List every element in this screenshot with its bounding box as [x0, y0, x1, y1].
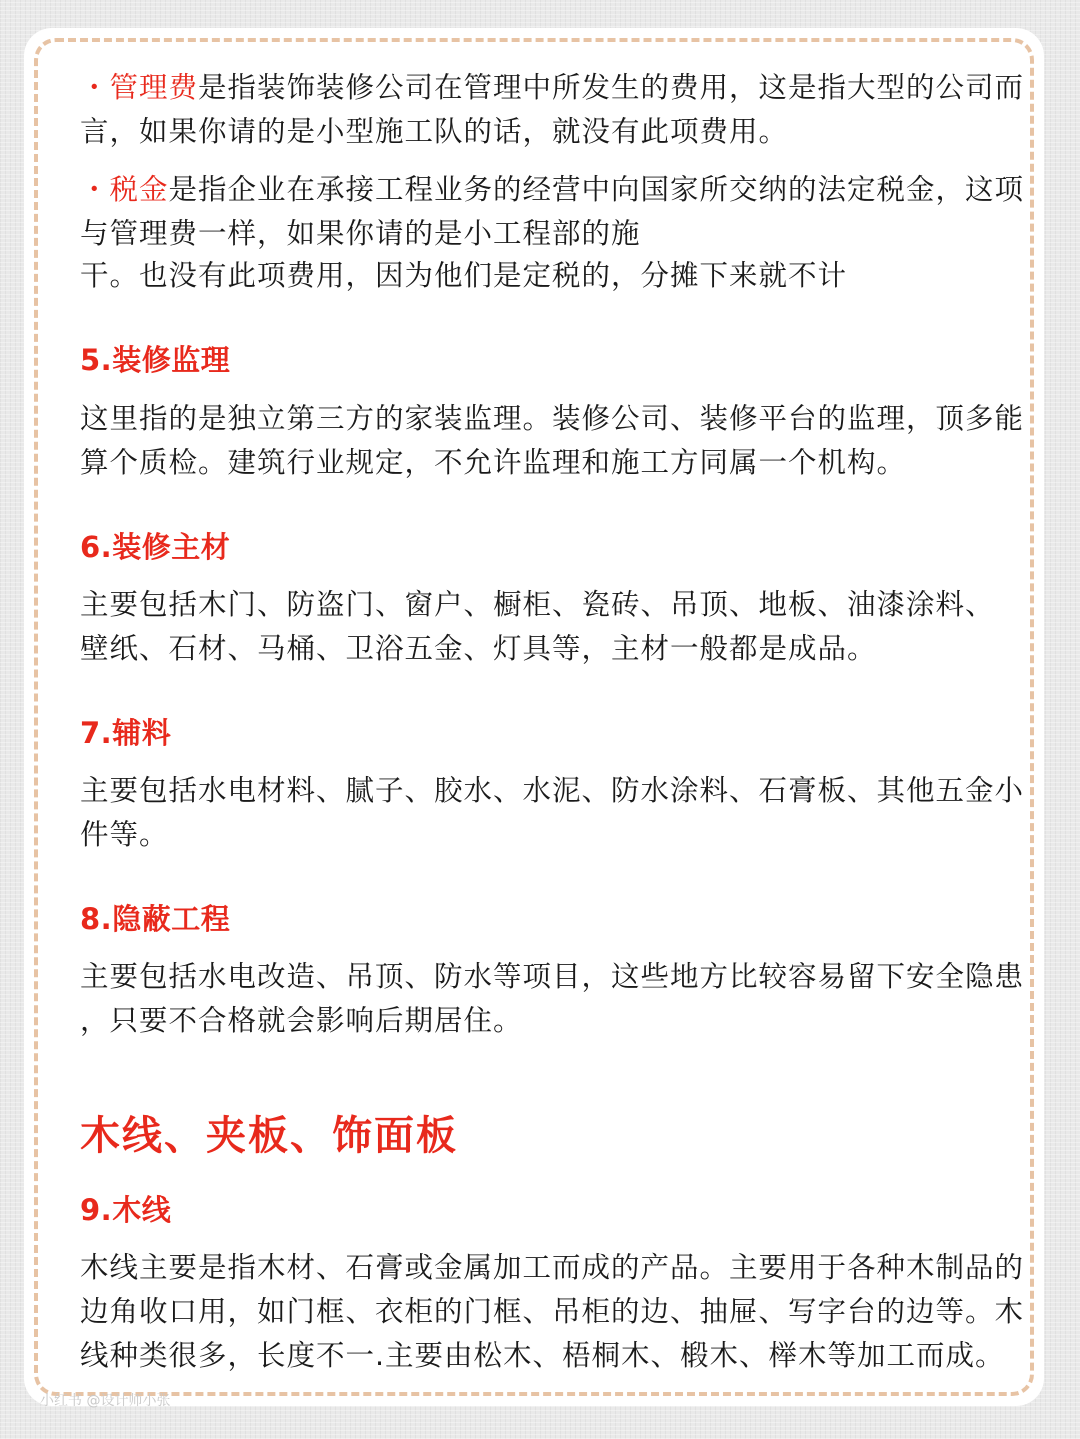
section-9-line1: 木线主要是指木材、石膏或金属加工而成的产品。主要用于各种木制品的	[80, 1251, 1025, 1284]
mgmt-fee-term: 管理费	[109, 71, 199, 104]
section-7-line1: 主要包括水电材料、腻子、胶水、水泥、防水涂料、石膏板、其他五金小	[80, 774, 1025, 807]
section-8-line1: 主要包括水电改造、吊顶、防水等项目，这些地方比较容易留下安全隐患	[80, 960, 1025, 993]
tax-paragraph-line2: 与管理费一样，如果你请的是小工程部的施	[80, 217, 641, 250]
mgmt-fee-paragraph-line2: 言，如果你请的是小型施工队的话，就没有此项费用。	[80, 115, 789, 148]
mgmt-fee-paragraph-line1: ・管理费是指装饰装修公司在管理中所发生的费用，这是指大型的公司而	[80, 71, 1025, 104]
tax-paragraph-line3: 干。也没有此项费用，因为他们是定税的，分摊下来就不计	[80, 259, 848, 292]
tax-paragraph-line1: ・税金是指企业在承接工程业务的经营中向国家所交纳的法定税金，这项	[80, 173, 1025, 206]
section-9-line2: 边角收口用，如门框、衣柜的门框、吊柜的边、抽屉、写字台的边等。木	[80, 1295, 1025, 1328]
big-heading: 木线、夹板、饰面板	[80, 1113, 458, 1159]
section-6-line2: 壁纸、石材、马桶、卫浴五金、灯具等，主材一般都是成品。	[80, 632, 877, 665]
section-8-line2: ，只要不合格就会影响后期居住。	[80, 1004, 523, 1037]
section-5-line2: 算个质检。建筑行业规定，不允许监理和施工方同属一个机构。	[80, 446, 907, 479]
section-heading-7: 7.辅料	[80, 716, 172, 750]
watermark: 小红书 @设计师小张	[40, 1393, 171, 1409]
tax-term: 税金	[109, 173, 169, 206]
section-7-line2: 件等。	[80, 818, 169, 851]
section-heading-8: 8.隐蔽工程	[80, 902, 231, 936]
bullet: ・	[80, 173, 110, 206]
section-9-line3: 线种类很多，长度不一.主要由松木、梧桐木、椴木、榉木等加工而成。	[80, 1339, 1005, 1372]
section-heading-9: 9.木线	[80, 1193, 172, 1227]
section-6-line1: 主要包括木门、防盗门、窗户、橱柜、瓷砖、吊顶、地板、油漆涂料、	[80, 588, 995, 621]
section-heading-6: 6.装修主材	[80, 530, 231, 564]
section-heading-5: 5.装修监理	[80, 343, 231, 377]
section-5-line1: 这里指的是独立第三方的家装监理。装修公司、装修平台的监理，顶多能	[80, 402, 1025, 435]
bullet: ・	[80, 71, 110, 104]
